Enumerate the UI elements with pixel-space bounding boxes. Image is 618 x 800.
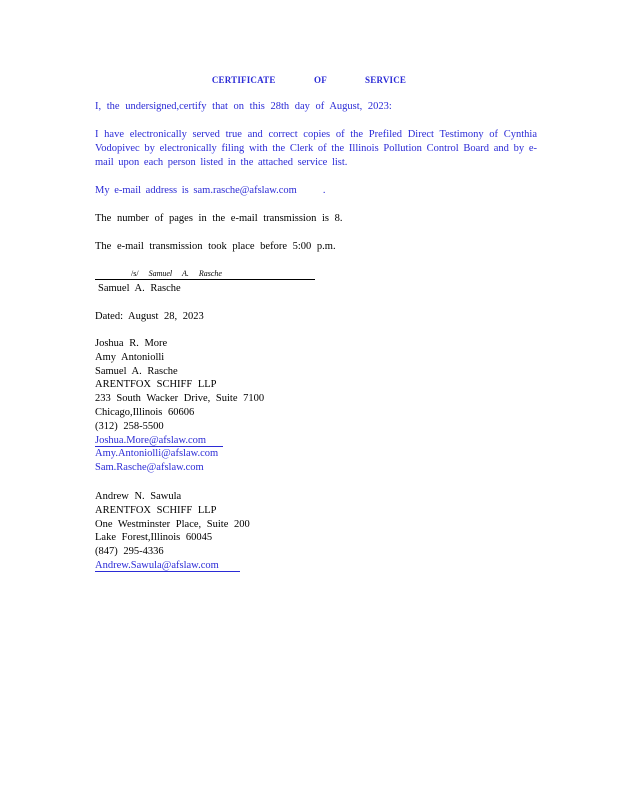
signature-block	[95, 268, 315, 296]
street-address: 233 South Wacker Drive, Suite 7100	[95, 393, 265, 405]
email-address-line	[95, 184, 537, 198]
phone-number: (312) 258-5500	[95, 420, 164, 432]
email-link-andrew-sawula[interactable]: Andrew.Sawula@afslaw.com	[95, 560, 240, 572]
contact-name: Joshua R. More	[95, 338, 168, 349]
email-address-value: sam.rasche@afslaw.com	[193, 185, 297, 196]
email-prefix: My e-mail address is	[95, 185, 189, 196]
contact-block-arentfox-chicago	[95, 337, 264, 475]
contact-name: Amy Antoniolli	[95, 351, 165, 363]
signature-signed-name: Samuel A. Rasche	[148, 269, 222, 278]
firm-name: ARENTFOX SCHIFF LLP	[95, 504, 217, 516]
signature-printed-name: Samuel A. Rasche	[98, 283, 181, 294]
contact-name: Andrew N. Sawula	[95, 491, 182, 502]
signature-line	[95, 268, 315, 280]
transmission-time-line: The e-mail transmission took place before 5:00 p.m.	[95, 241, 336, 252]
phone-number: (847) 295-4336	[95, 546, 164, 558]
signature-mark: /s/	[131, 269, 139, 278]
contact-block-arentfox-lake-forest	[95, 490, 250, 573]
email-link-amy-antoniolli[interactable]: Amy.Antoniolli@afslaw.com	[95, 448, 219, 460]
served-paragraph: I have electronically served true and correct copies of the Prefiled Direct Testimony of Cynthia Vodopivec by electronically filing with the Clerk of the Illinois Pollution Control Board and by e-mail upon each person listed in the attached service list.	[95, 129, 537, 168]
email-link-joshua-more[interactable]: Joshua.More@afslaw.com	[95, 435, 223, 447]
city-state-zip: Lake Forest,Illinois 60045	[95, 532, 213, 544]
contact-name: Samuel A. Rasche	[95, 365, 178, 377]
street-address: One Westminster Place, Suite 200	[95, 518, 250, 530]
city-state-zip: Chicago,Illinois 60606	[95, 406, 195, 418]
email-link-sam-rasche[interactable]: Sam.Rasche@afslaw.com	[95, 462, 204, 474]
certify-paragraph: I, the undersigned,certify that on this 28th day of August, 2023:	[95, 101, 392, 112]
page-count-line: The number of pages in the e-mail transmission is 8.	[95, 213, 343, 224]
firm-name: ARENTFOX SCHIFF LLP	[95, 379, 217, 391]
email-suffix: .	[322, 185, 326, 196]
page-title: CERTIFICATE OF SERVICE	[211, 75, 407, 85]
dated-line: Dated: August 28, 2023	[95, 311, 204, 322]
